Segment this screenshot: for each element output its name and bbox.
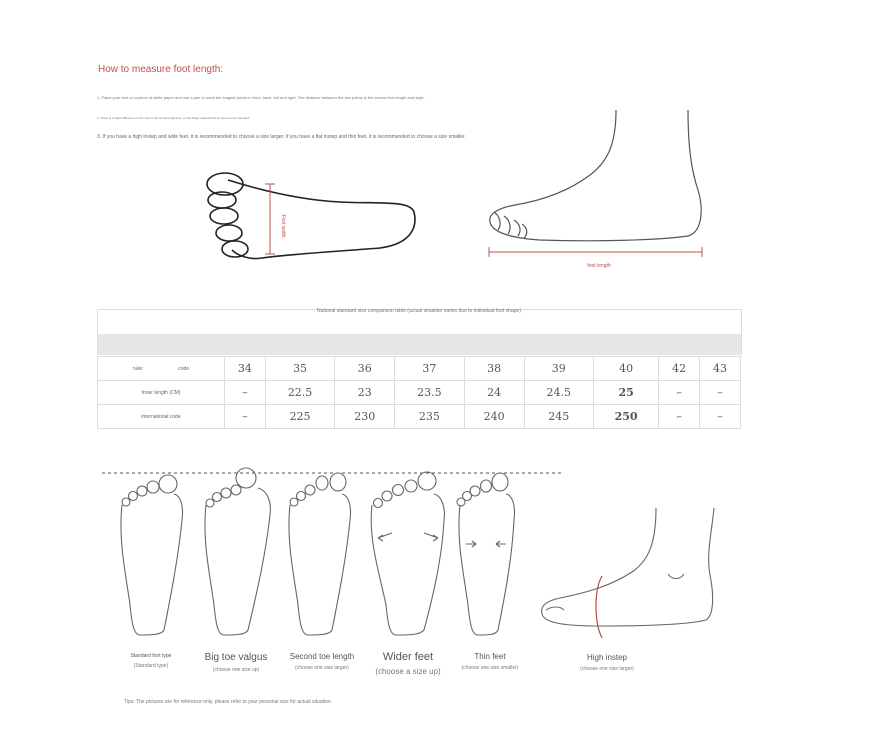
foot-type-advice: (Standard type) — [133, 663, 169, 669]
table-cell: 24.5 — [524, 381, 593, 405]
big-toe-valgus-icon — [205, 468, 270, 635]
foot-type-high-instep — [552, 653, 662, 672]
table-cell: 225 — [265, 405, 334, 429]
foot-type-advice: (choose a size up) — [375, 667, 441, 676]
instruction-3: 3. If you have a high instep and wide feet, it is recommended to choose a size larger; if you have a flat instep and thin feet, it is recommended to choose a size smaller. — [97, 134, 466, 140]
wider-feet-icon — [371, 472, 444, 635]
instep-marker — [596, 576, 602, 638]
table-cell: – — [225, 405, 266, 429]
tips-note: Tips: The pictures are for reference only, please refer to your personal size for actual situation. — [124, 699, 333, 705]
foot-type-thin — [435, 652, 545, 671]
table-cell: – — [659, 405, 700, 429]
foot-type-name: Standard foot type — [130, 653, 172, 659]
size-cell: 42 — [659, 357, 700, 381]
size-cell: 43 — [700, 357, 741, 381]
foot-type-name: Wider feet — [382, 651, 434, 663]
foot-length-label: foot length — [587, 263, 611, 269]
table-cell: – — [700, 381, 741, 405]
size-cell: 35 — [265, 357, 334, 381]
table-cell: – — [225, 381, 266, 405]
inner-length-label: Inner length (CM) — [98, 381, 225, 405]
foot-type-name: Second toe length — [289, 652, 355, 661]
foot-width-label: Foot width — [280, 214, 286, 238]
size-cell: 37 — [395, 357, 464, 381]
table-cell: 24 — [464, 381, 524, 405]
standard-foot-icon — [121, 475, 183, 635]
foot-type-advice: (choose one size larger) — [295, 665, 349, 671]
foot-type-advice: (choose one size larger) — [580, 666, 634, 672]
table-cell: 240 — [464, 405, 524, 429]
size-cell: 36 — [335, 357, 395, 381]
size-cell: 38 — [464, 357, 524, 381]
size-table-title: National standard size comparison table (actual situation varies due to individual foot shape) — [316, 308, 521, 314]
table-cell: 245 — [524, 405, 593, 429]
thin-feet-icon — [457, 473, 515, 635]
table-cell: 22.5 — [265, 381, 334, 405]
foot-type-name: Thin feet — [474, 652, 506, 661]
foot-type-advice: (choose one size up) — [212, 667, 260, 673]
second-toe-length-icon — [289, 473, 351, 635]
ruler-label: ruler — [132, 365, 143, 372]
international-code-label: international code — [98, 405, 225, 429]
foot-type-name: High instep — [586, 653, 628, 662]
foot-type-advice: (choose one size smaller) — [461, 665, 519, 671]
table-cell: – — [659, 381, 700, 405]
table-cell: 235 — [395, 405, 464, 429]
page-title: How to measure foot length: — [98, 64, 224, 75]
high-instep-icon — [542, 508, 714, 626]
table-cell: 25 — [593, 381, 658, 405]
instruction-2: 2. There is a slight difference in the size of the left and right feet, so the larger data should be used as the standard. — [97, 116, 250, 120]
code-label: code — [178, 365, 190, 372]
size-cell: 34 — [225, 357, 266, 381]
table-cell: 23.5 — [395, 381, 464, 405]
table-cell: 250 — [593, 405, 658, 429]
table-cell: 230 — [335, 405, 395, 429]
table-cell: – — [700, 405, 741, 429]
foot-type-name: Big toe valgus — [204, 652, 268, 663]
size-cell: 40 — [593, 357, 658, 381]
size-cell: 39 — [524, 357, 593, 381]
instruction-1: 1. Place your foot on a piece of white paper and use a pen to mark the longest points in front, back, left and right. The distance between the two points is the correct foot length and style. — [97, 95, 425, 100]
table-cell: 23 — [335, 381, 395, 405]
